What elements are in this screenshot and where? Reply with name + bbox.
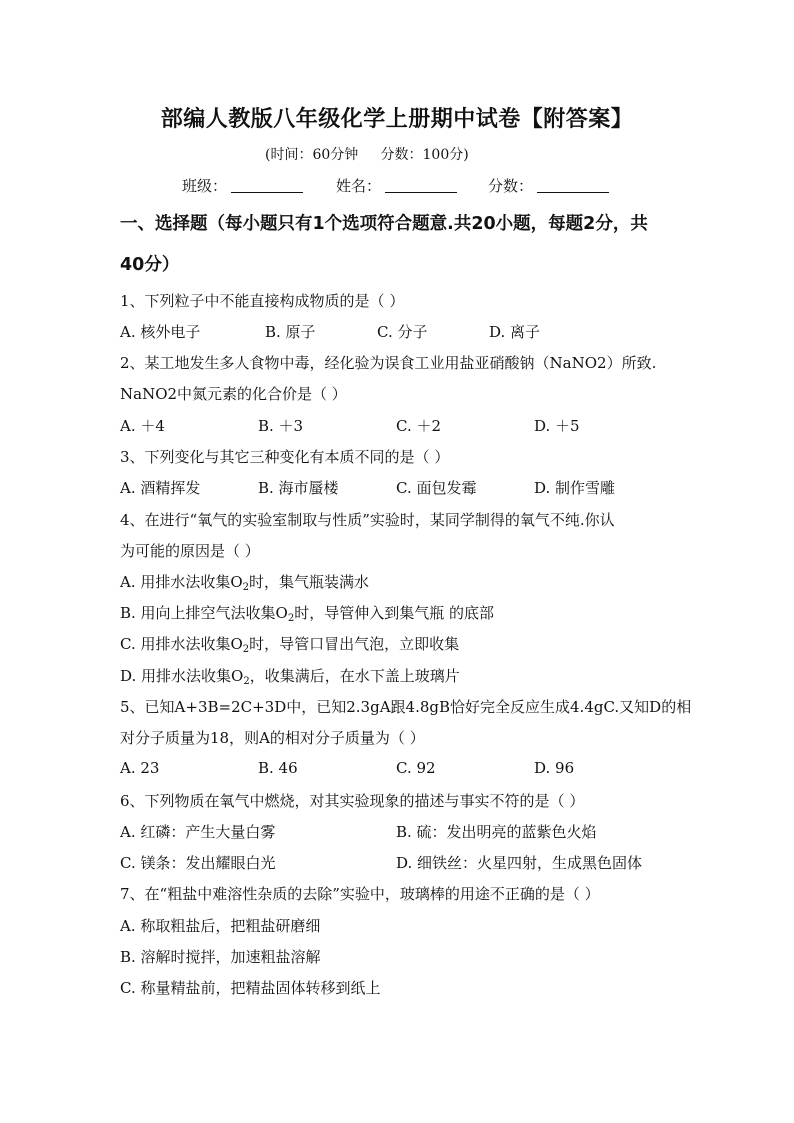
exam-time-score: (时间：60分钟 分数：100分) — [265, 147, 469, 163]
question-1-stem: 1、下列粒子中不能直接构成物质的是（ ） — [120, 292, 405, 310]
class-field — [182, 175, 303, 196]
q3-option-c: C. 面包发霉 — [396, 479, 477, 497]
name-blank — [385, 178, 457, 193]
class-blank — [231, 178, 303, 193]
q1-option-d: D. 离子 — [489, 323, 541, 341]
score-field — [488, 175, 609, 196]
q5-option-a: A. 23 — [120, 759, 160, 777]
name-label: 姓名： — [336, 177, 382, 195]
q3-option-a: A. 酒精挥发 — [120, 479, 201, 497]
question-7-stem: 7、在“粗盐中难溶性杂质的去除”实验中，玻璃棒的用途不正确的是（ ） — [120, 885, 600, 903]
question-2-stem-line2: NaNO2中氮元素的化合价是（ ） — [120, 385, 347, 403]
q2-option-b: B. ＋3 — [258, 417, 304, 435]
q7-option-b: B. 溶解时搅拌，加速粗盐溶解 — [120, 948, 321, 966]
question-3-stem: 3、下列变化与其它三种变化有本质不同的是（ ） — [120, 448, 450, 466]
q4-option-d: D. 用排水法收集$O_2$，收集满后，在水下盖上玻璃片 — [120, 667, 460, 687]
question-5-stem-line1: 5、已知A+3B=2C+3D中，已知2.3gA跟4.8gB恰好完全反应生成4.4gC.又知D的相 — [120, 698, 692, 716]
q7-option-c: C. 称量精盐前，把精盐固体转移到纸上 — [120, 979, 381, 997]
q1-option-c: C. 分子 — [377, 323, 428, 341]
q2-option-c: C. ＋2 — [396, 417, 442, 435]
name-field — [336, 175, 457, 196]
q2-option-d: D. ＋5 — [534, 417, 580, 435]
question-6-stem: 6、下列物质在氧气中燃烧，对其实验现象的描述与事实不符的是（ ） — [120, 792, 585, 810]
q3-option-d: D. 制作雪雕 — [534, 479, 616, 497]
section-heading-line1: 一、选择题（每小题只有1个选项符合题意.共20小题，每题2分，共 — [120, 214, 648, 234]
score-label: 分数： — [488, 177, 534, 195]
q7-option-a: A. 称取粗盐后，把粗盐研磨细 — [120, 917, 321, 935]
question-2-stem-line1: 2、某工地发生多人食物中毒，经化验为误食工业用盐亚硝酸钠（NaNO2）所致. — [120, 354, 657, 372]
q6-option-a: A. 红磷：产生大量白雾 — [120, 823, 276, 841]
q5-option-d: D. 96 — [534, 759, 575, 777]
q6-option-c: C. 镁条：发出耀眼白光 — [120, 854, 276, 872]
score-blank — [537, 178, 609, 193]
page-title: 部编人教版八年级化学上册期中试卷【附答案】 — [160, 107, 634, 132]
question-4-stem-line1: 4、在进行“氧气的实验室制取与性质”实验时，某同学制得的氧气不纯.你认 — [120, 511, 615, 529]
q2-option-a: A. ＋4 — [120, 417, 165, 435]
section-heading-line2: 40分） — [120, 255, 180, 275]
q1-option-b: B. 原子 — [265, 323, 316, 341]
q5-option-b: B. 46 — [258, 759, 298, 777]
q4-option-a: A. 用排水法收集$O_2$时，集气瓶装满水 — [120, 573, 370, 593]
class-label: 班级： — [182, 177, 228, 195]
q6-option-d: D. 细铁丝：火星四射，生成黑色固体 — [396, 854, 643, 872]
q5-option-c: C. 92 — [396, 759, 436, 777]
question-5-stem-line2: 对分子质量为18，则A的相对分子质量为（ ） — [120, 729, 425, 747]
question-4-stem-line2: 为可能的原因是（ ） — [120, 542, 260, 560]
q1-option-a: A. 核外电子 — [120, 323, 201, 341]
q4-option-c: C. 用排水法收集$O_2$时，导管口冒出气泡，立即收集 — [120, 635, 460, 655]
q3-option-b: B. 海市蜃楼 — [258, 479, 339, 497]
q4-option-b: B. 用向上排空气法收集$O_2$时，导管伸入到集气瓶 的底部 — [120, 604, 495, 624]
q6-option-b: B. 硫：发出明亮的蓝紫色火焰 — [396, 823, 597, 841]
